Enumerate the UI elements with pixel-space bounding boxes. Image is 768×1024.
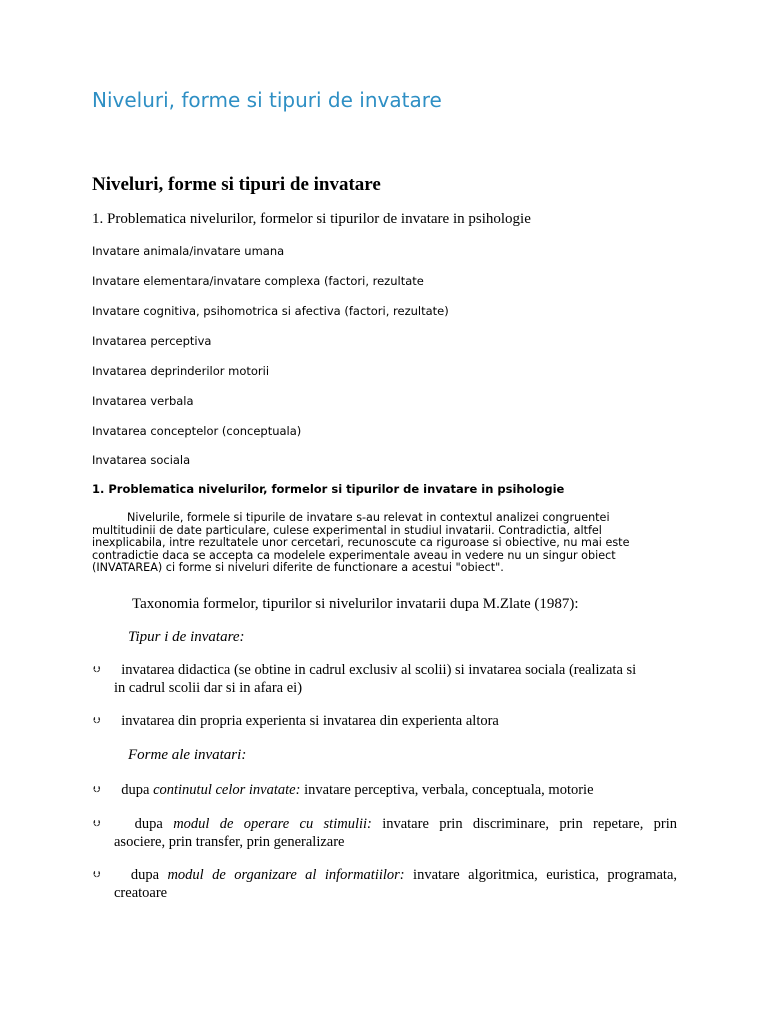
list-item: Invatare elementara/invatare complexa (factori, rezultate	[92, 274, 424, 288]
forms-item-3-line1: dupa modul de organizare al informatiilor: invatare algoritmica, euristica, programata,	[130, 867, 678, 883]
bullet-icon: ⮋	[93, 785, 100, 795]
list-item: Invatare animala/invatare umana	[92, 244, 285, 258]
forms-item-2-line2: asociere, prin transfer, prin generalizare	[114, 834, 345, 850]
types-item-2: invatarea din propria experienta si invatarea din experienta altora	[121, 713, 499, 729]
forms-label: Forme ale invatari:	[128, 747, 247, 763]
types-item-1-line2: in cadrul scolii dar si in afara ei)	[114, 680, 303, 696]
paragraph-line: multitudinii de date particulare, culese experimental in studiul invatarii. Contradictia, altfel	[92, 523, 602, 537]
list-item: Invatarea perceptiva	[92, 334, 212, 348]
list-item: Invatarea conceptelor (conceptuala)	[92, 424, 302, 438]
paragraph-line: Nivelurile, formele si tipurile de invatare s-au relevat in contextul analizei congruentei	[127, 511, 610, 524]
bullet-icon: ⮋	[93, 819, 100, 829]
list-item: Invatarea deprinderilor motorii	[92, 364, 270, 378]
document-title-link[interactable]: Niveluri, forme si tipuri de invatare	[92, 88, 442, 112]
paragraph-line: inexplicabila, intre rezultatele unor cercetari, recunoscute ca riguroase si obiective, nu mai este	[92, 536, 630, 550]
subheading: 1. Problematica nivelurilor, formelor si tipurilor de invatare in psihologie	[92, 211, 531, 227]
forms-item-2-line1: dupa modul de operare cu stimulii: invatare prin discriminare, prin repetare, prin	[134, 816, 678, 832]
forms-item-3-line2: creatoare	[114, 885, 168, 901]
page-heading: Niveluri, forme si tipuri de invatare	[92, 174, 381, 195]
intro-paragraph	[92, 512, 684, 575]
section-heading: 1. Problematica nivelurilor, formelor si tipurilor de invatare in psihologie	[92, 482, 565, 496]
bullet-icon: ⮋	[93, 870, 100, 880]
paragraph-line: contradictie daca se accepta ca modelele experimentale aveau in vedere nu un singur obiect	[92, 548, 616, 562]
taxonomy-line: Taxonomia formelor, tipurilor si nivelurilor invatarii dupa M.Zlate (1987):	[132, 596, 579, 612]
forms-item-1: dupa continutul celor invatate: invatare perceptiva, verbala, conceptuala, motorie	[121, 782, 594, 798]
list-item: Invatarea sociala	[92, 453, 191, 467]
list-item: Invatarea verbala	[92, 394, 194, 408]
bullet-icon: ⮋	[93, 665, 100, 675]
bullet-icon: ⮋	[93, 716, 100, 726]
list-item: Invatare cognitiva, psihomotrica si afectiva (factori, rezultate)	[92, 304, 449, 318]
paragraph-line: (INVATAREA) ci forme si niveluri diferite de functionare a acestui "obiect".	[92, 561, 504, 575]
types-label: Tipur i de invatare:	[128, 629, 245, 645]
types-item-1-line1: invatarea didactica (se obtine in cadrul exclusiv al scolii) si invatarea sociala (realizata si	[121, 662, 637, 678]
